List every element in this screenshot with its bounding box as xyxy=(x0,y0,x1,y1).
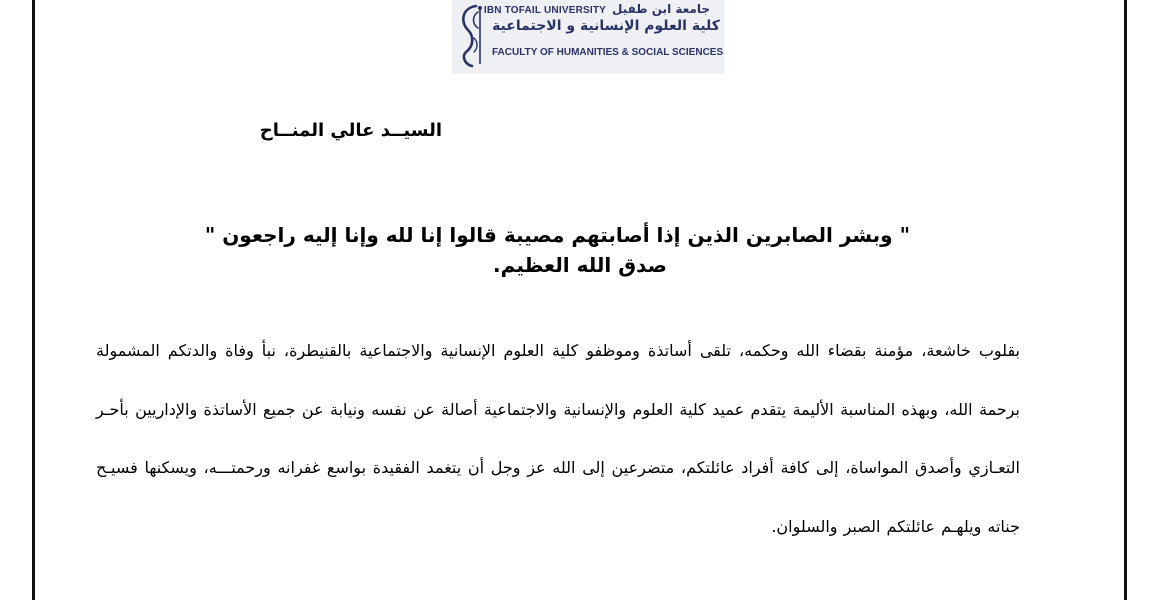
faculty-logo xyxy=(452,0,724,74)
quran-verse xyxy=(204,220,910,280)
page-border-left xyxy=(32,0,35,600)
verse-attribution: صدق الله العظيم. xyxy=(493,253,667,277)
logo-university-ar: جامعة ابن طفيل xyxy=(612,2,710,16)
logo-university-en: IBN TOFAIL UNIVERSITY xyxy=(483,5,607,16)
recipient-salutation: السيــد عالي المنــاح xyxy=(259,120,442,141)
condolence-paragraph: بقلوب خاشعة، مؤمنة بقضاء الله وحكمه، تلقى أساتذة وموظفو كلية العلوم الإنسانية والاجتماعية بالقنيطرة، نبأ وفاة والدتكم المشمولة برحمة الله، وبهذه المناسبة الأليمة يتقدم عميد كلية العلوم والإنسانية والاجتماعية أصالة عن نفسه ونيابة عن جميع الأساتذة والإداريين بأحـر التعـازي وأصدق المواساة، إلى كافة أفراد عائلتكم، متضرعين إلى الله عز وجل أن يتغمد الفقيدة بواسع غفرانه ورحمتـــه، ويسكنها فسيـح جناته ويلهـم عائلتكم الصبر والسلوان. xyxy=(96,341,1020,536)
page-border-right xyxy=(1124,0,1127,600)
logo-text xyxy=(483,0,724,74)
logo-faculty-ar: كلية العلوم الإنسانية و الاجتماعية xyxy=(492,18,720,34)
verse-line: " وبشر الصابرين الذين إذا أصابتهم مصيبة قالوا إنا لله وإنا إليه راجعون " xyxy=(204,223,910,247)
logo-university-line xyxy=(483,2,710,16)
logo-faculty-en: FACULTY OF HUMANITIES & SOCIAL SCIENCES xyxy=(492,47,724,58)
